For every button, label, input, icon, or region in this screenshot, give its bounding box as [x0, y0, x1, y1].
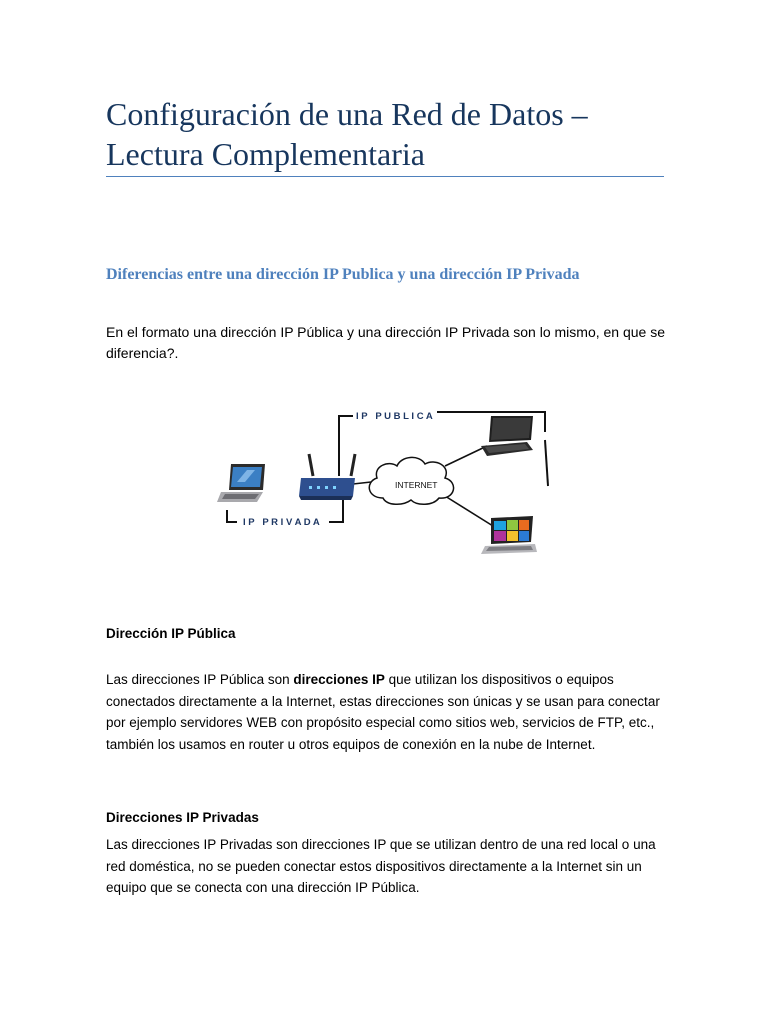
- private-ip-heading: Direcciones IP Privadas: [106, 810, 259, 825]
- public-ip-text-end: que utilizan los dispositivos o equipos conectados directamente a la Internet, estas direcciones son únicas y se usan para conectar por ejemplo servidores WEB con propósito especial como sitios web, servicios de FTP, etc., también los usamos en router u otros equipos de conexión en la nube de Internet.: [106, 672, 660, 752]
- page-title: [106, 94, 666, 174]
- network-diagram: [205, 400, 565, 560]
- laptop-icon: [481, 516, 537, 554]
- public-ip-text-bold: direcciones IP: [293, 672, 385, 687]
- ip-publica-label: I P P U B L I C A: [356, 411, 433, 422]
- intro-paragraph: En el formato una dirección IP Pública y una dirección IP Privada son lo mismo, en que se diferencia?.: [106, 324, 666, 361]
- ip-privada-label: I P P R I V A D A: [243, 517, 320, 528]
- title-line-2: Lectura Complementaria: [106, 136, 425, 172]
- section-heading: Diferencias entre una dirección IP Publica y una dirección IP Privada: [106, 266, 580, 283]
- public-ip-text-start: Las direcciones IP Pública son: [106, 672, 294, 687]
- title-divider: [106, 176, 664, 177]
- title-line-1: Configuración de una Red de Datos –: [106, 96, 588, 132]
- private-ip-paragraph: Las direcciones IP Privadas son direcciones IP que se utilizan dentro de una red local o una red doméstica, no se pueden conectar estos dispositivos directamente a la Internet sin un equipo que se conecta con una dirección IP Pública.: [106, 837, 656, 895]
- internet-label: INTERNET: [395, 480, 438, 490]
- laptop-icon: [481, 416, 533, 456]
- laptop-icon: [217, 464, 265, 502]
- router-icon: [299, 454, 355, 500]
- public-ip-paragraph: [106, 669, 666, 755]
- public-ip-heading: Dirección IP Pública: [106, 626, 236, 641]
